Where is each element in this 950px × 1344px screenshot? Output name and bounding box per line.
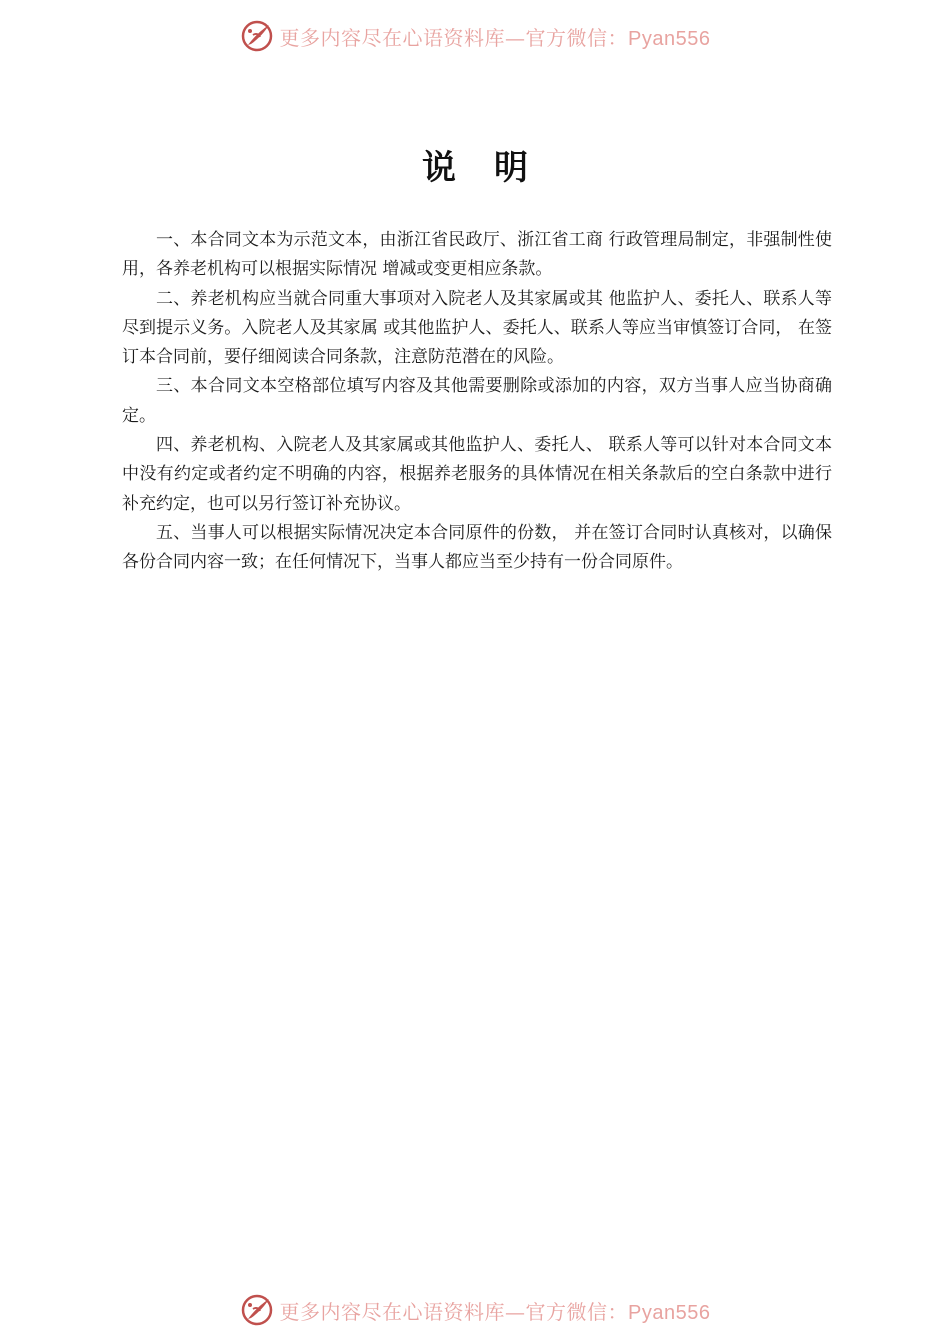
document-body bbox=[122, 226, 832, 578]
quill-seal-icon bbox=[240, 1293, 274, 1327]
footer-watermark bbox=[0, 1290, 950, 1330]
watermark-text: 更多内容尽在心语资料库—官方微信：Pyan556 bbox=[279, 1299, 711, 1324]
paragraph-5: 五、当事人可以根据实际情况决定本合同原件的份数， 并在签订合同时认真核对，以确保各份合同内容一致；在任何情况下，当事人都应当至少持有一份合同原件。 bbox=[122, 522, 832, 573]
page-title: 说明 bbox=[422, 148, 566, 188]
paragraph-3: 三、本合同文本空格部位填写内容及其他需要删除或添加的内容，双方当事人应当协商确定。 bbox=[122, 376, 832, 426]
paragraph-4: 四、养老机构、入院老人及其家属或其他监护人、委托人、 联系人等可以针对本合同文本中没有约定或者约定不明确的内容，根据养老服务的具体情况在相关条款后的空白条款中进行补充约定，也可以另行签订补充协议。 bbox=[122, 435, 832, 514]
quill-seal-icon bbox=[240, 19, 274, 53]
header-watermark bbox=[0, 16, 950, 56]
watermark-text: 更多内容尽在心语资料库—官方微信：Pyan556 bbox=[279, 25, 711, 50]
paragraph-1: 一、本合同文本为示范文本，由浙江省民政厅、浙江省工商 行政管理局制定，非强制性使用，各养老机构可以根据实际情况 增减或变更相应条款。 bbox=[122, 230, 832, 280]
paragraph-2: 二、养老机构应当就合同重大事项对入院老人及其家属或其 他监护人、委托人、联系人等尽到提示义务。入院老人及其家属 或其他监护人、委托人、联系人等应当审慎签订合同， 在签订本合同前，要仔细阅读合同条款，注意防范潜在的风险。 bbox=[122, 288, 832, 368]
